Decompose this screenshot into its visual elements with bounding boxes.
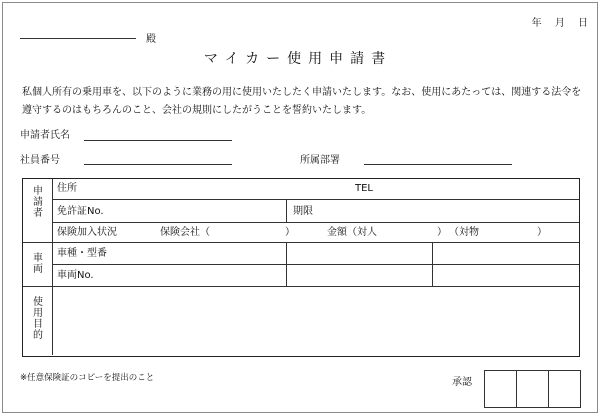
insurance-company-close: ） bbox=[285, 227, 295, 238]
car-no-label: 車両No. bbox=[57, 270, 94, 281]
amount-person-label: 金額（対人 bbox=[327, 227, 377, 238]
employee-number-label: 社員番号 bbox=[20, 155, 60, 166]
row-divider bbox=[52, 222, 579, 223]
license-expiry-divider bbox=[286, 199, 287, 222]
applicant-name-label: 申請者氏名 bbox=[20, 130, 70, 141]
approval-label: 承認 bbox=[452, 377, 472, 388]
car-model-label: 車種・型番 bbox=[57, 248, 107, 259]
form-title: マイカー使用申請書 bbox=[203, 51, 393, 67]
employee-number-field[interactable] bbox=[84, 164, 232, 165]
application-table bbox=[22, 178, 580, 357]
insurance-status-label: 保険加入状況 bbox=[57, 227, 117, 238]
amount-property-label: （対物 bbox=[449, 227, 479, 238]
purpose-section-label: 使 用 目 的 bbox=[33, 297, 43, 341]
date-field: 年 月 日 bbox=[531, 18, 588, 29]
row-divider bbox=[52, 199, 579, 200]
expiry-label: 期限 bbox=[293, 206, 313, 217]
amount-person-close: ） bbox=[437, 227, 447, 238]
applicant-section-label: 申 請 者 bbox=[33, 186, 43, 219]
insurance-company-label: 保険会社（ bbox=[160, 227, 210, 238]
approval-stamp-box[interactable] bbox=[516, 370, 549, 408]
recipient-line[interactable] bbox=[20, 38, 136, 39]
vehicle-col-divider bbox=[432, 242, 433, 286]
approval-stamp-box[interactable] bbox=[484, 370, 517, 408]
vehicle-col-divider bbox=[286, 242, 287, 286]
row-divider bbox=[52, 264, 579, 265]
purpose-field[interactable] bbox=[53, 287, 579, 355]
tel-label: TEL bbox=[355, 183, 373, 194]
vehicle-section-label: 車 両 bbox=[33, 253, 43, 275]
section-divider-applicant bbox=[23, 242, 579, 243]
amount-property-close: ） bbox=[537, 227, 547, 238]
approval-stamp-box[interactable] bbox=[548, 370, 581, 408]
license-no-label: 免許証No. bbox=[57, 206, 104, 217]
applicant-name-field[interactable] bbox=[84, 140, 232, 141]
honorific-label: 殿 bbox=[146, 34, 156, 45]
department-label: 所属部署 bbox=[300, 155, 340, 166]
insurance-copy-note: ※任意保険証のコピーを提出のこと bbox=[20, 373, 155, 383]
pledge-text: 私個人所有の乗用車を、以下のように業務の用に使用いたしたく申請いたします。なお、使用にあたっては、関連する法令を遵守するのはもちろんのこと、会社の規則にしたがうことを誓約いたします。 bbox=[22, 87, 582, 116]
department-field[interactable] bbox=[364, 164, 512, 165]
address-label: 住所 bbox=[57, 183, 77, 194]
